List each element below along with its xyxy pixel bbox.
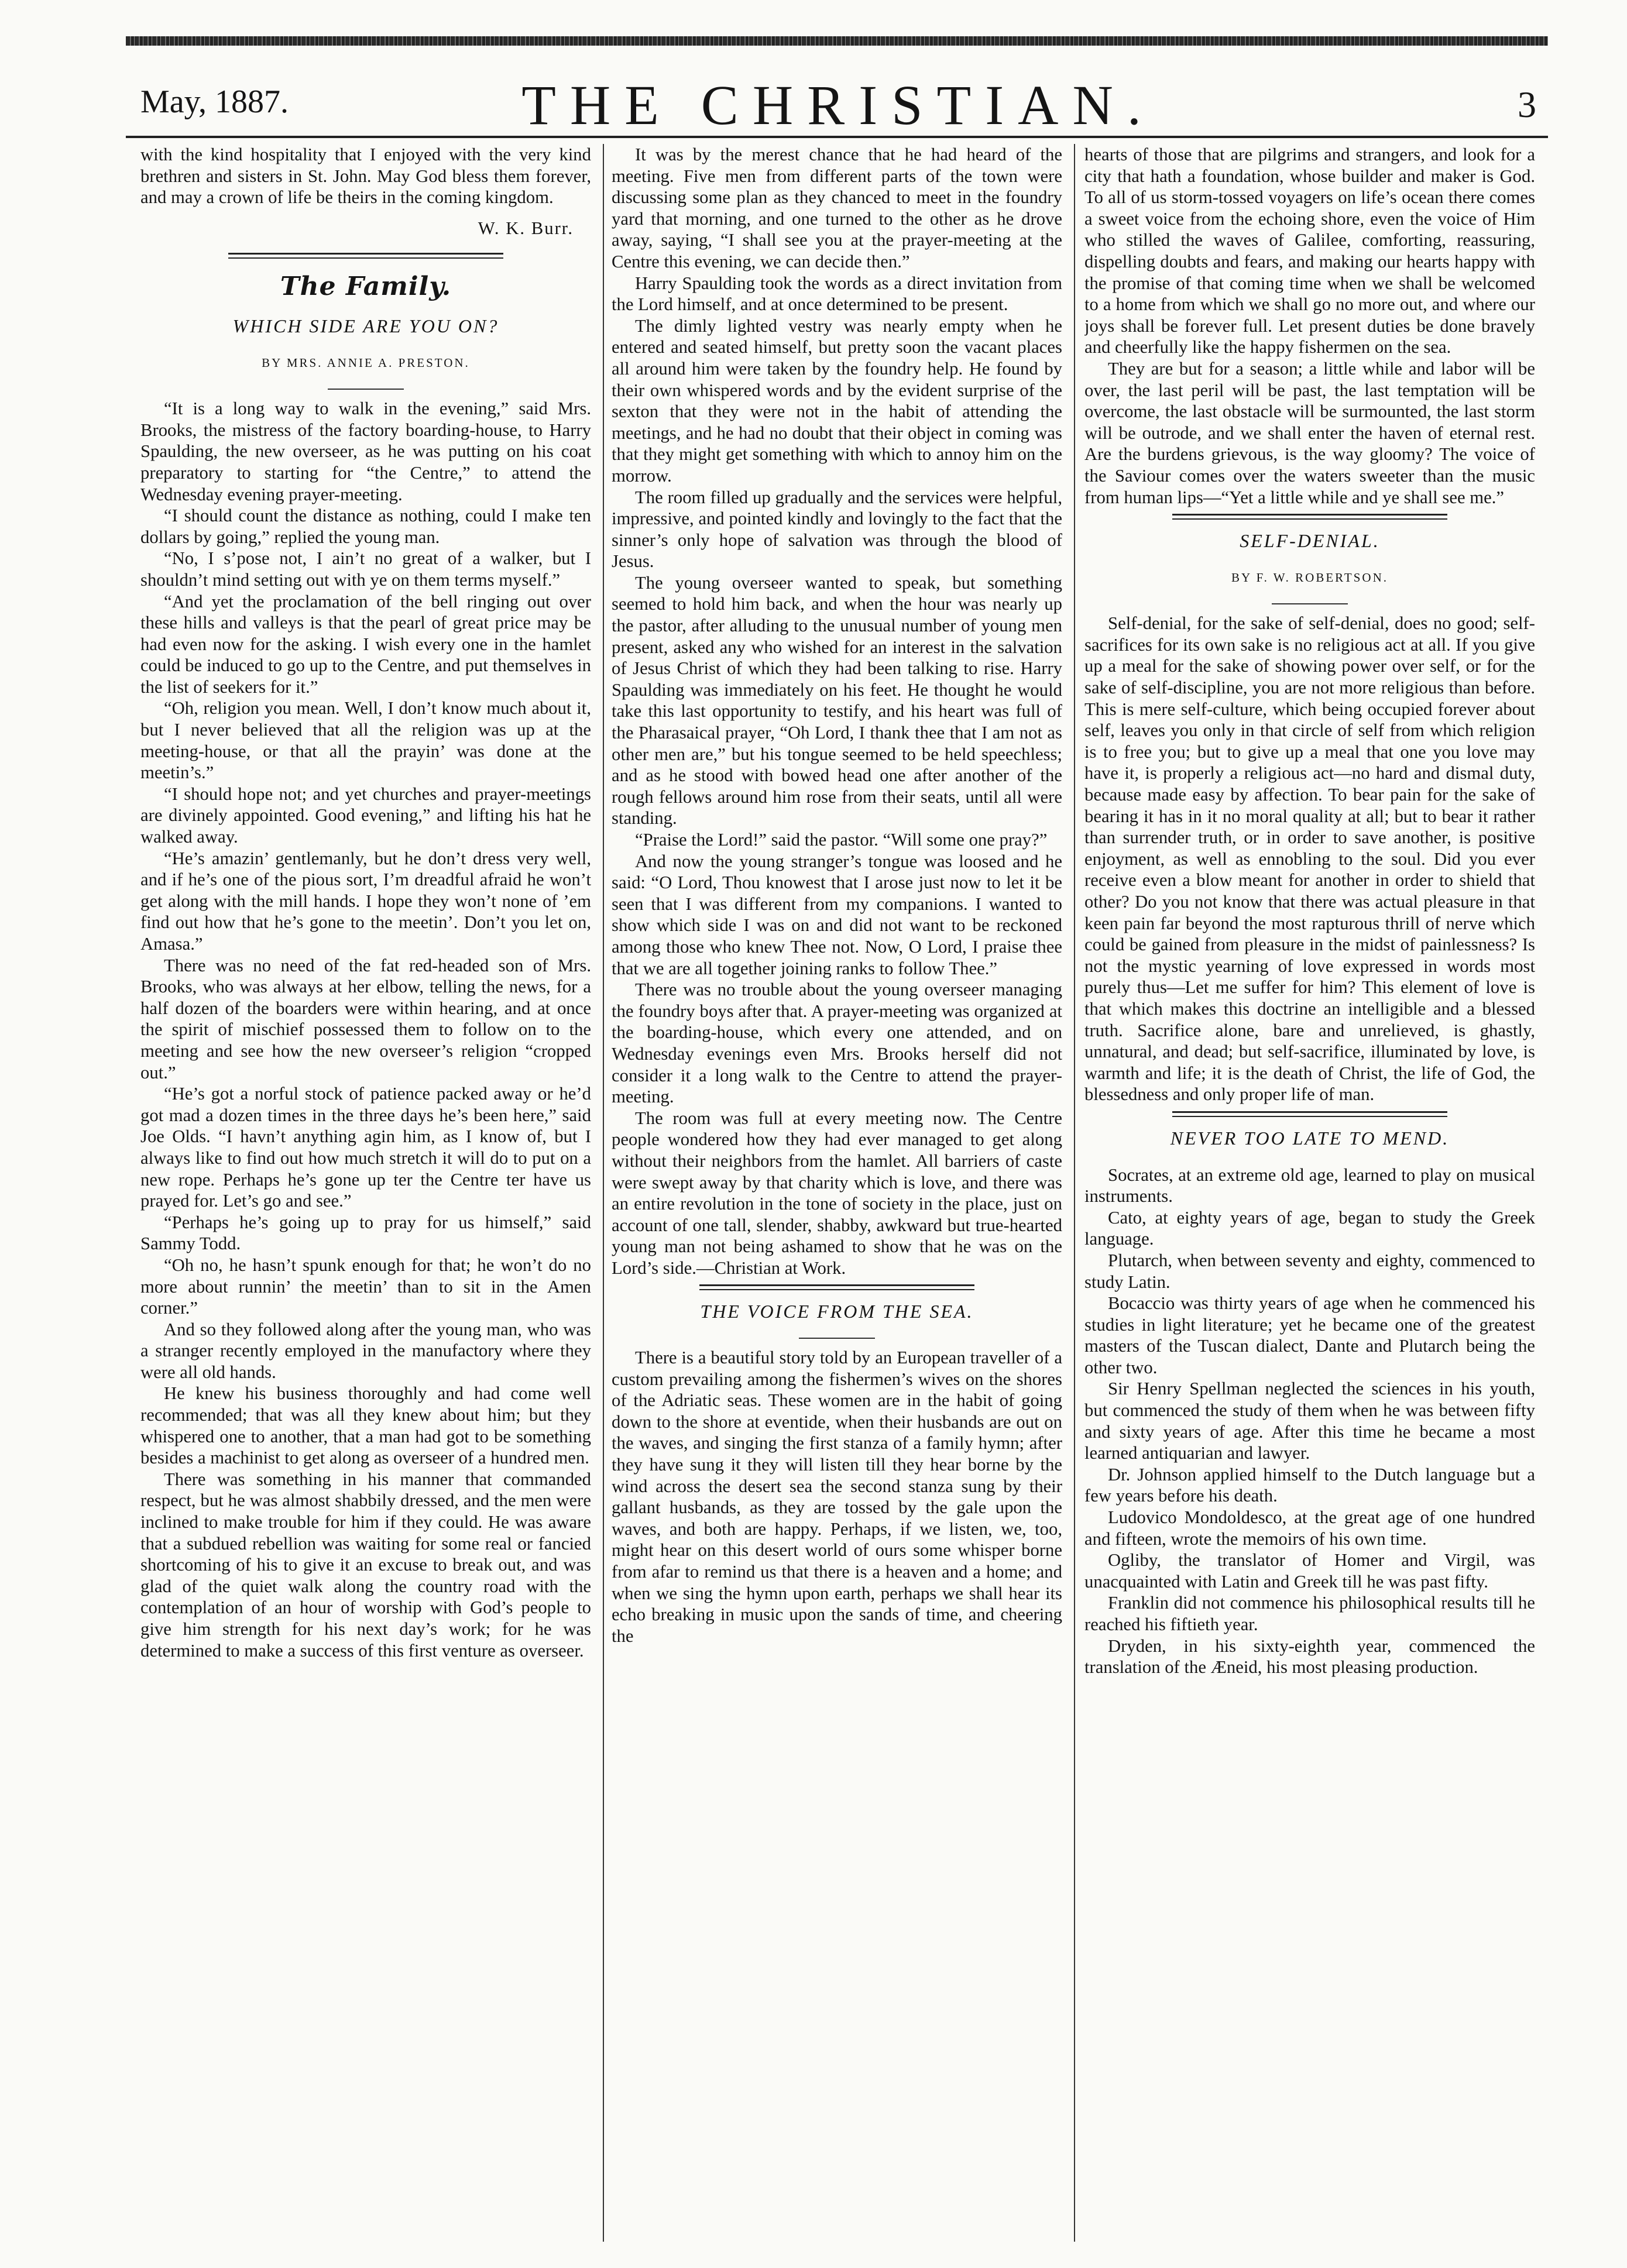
page-number: 3 bbox=[1518, 84, 1536, 125]
paragraph: “Oh no, he hasn’t spunk enough for that; he won’t do no more about runnin’ the meetin’ than to sit in the Amen corner.” bbox=[140, 1255, 591, 1318]
column-2 bbox=[612, 144, 1062, 2242]
paragraph: He knew his business thoroughly and had come well recommended; that was all they knew about him; but they whispered one to another, that a man had got to be something besides a machinist to get along as overseer of a hundred men. bbox=[140, 1383, 591, 1468]
masthead-rule-bottom bbox=[126, 136, 1548, 138]
paragraph: And so they followed along after the young man, who was a stranger recently employed in the manufactory where they were all old hands. bbox=[140, 1319, 591, 1382]
paragraph: The young overseer wanted to speak, but something seemed to hold him back, and when the hour was nearly up the pastor, after alluding to the unusual number of young men present, asked any who wished for an interest in the salvation of Jesus Christ of which they had been talking to rise. Harry Spaulding was immediately on his feet. He thought he would take this last opportunity to testify, and his heart was full of the Pharasaical prayer, “Oh Lord, I thank thee that I am not as other men are,” but his tongue seemed to be held speechless; and as he stood with bowed head one after another of the rough fellows around him rose from their seats, until all were standing. bbox=[612, 572, 1062, 829]
paragraph: “Praise the Lord!” said the pastor. “Will some one pray?” bbox=[635, 830, 1048, 850]
paragraph: It was by the merest chance that he had heard of the meeting. Five men from different parts of the town were discussing some plan as they chanced to meet in the foundry yard that morning, and one turned to the other as he drove away, saying, “I shall see you at the prayer-meeting at the Centre this evening, we can decide then.” bbox=[612, 145, 1062, 272]
paragraph: Self-denial, for the sake of self-denial, does no good; self-sacrifices for its own sake is no religious act at all. If you give up a meal for the sake of showing power over self, or for the sake of self-discipline, you are not more religious than before. This is mere self-culture, which being occupied forever about self, leaves you only in that circle of self from which religion is to free you; but to give up a meal that one you love may have it, is properly a religious act—no hard and dismal duty, because made easy by affection. To bear pain for the sake of bearing it has in it no moral quality at all; but to bear it rather than surrender truth, or in order to save another, is positive enjoyment, as well as ennobling to the soul. Did you ever receive even a blow meant for another in order to shield that other? Do you not know that there was actual pleasure in that keen pain far beyond the most rapturous thrill of nerve which could be gained from pleasure in the midst of painlessness? Is not the mystic yearning of love expressed in words most purely thus—Let me suffer for him? This element of love is that which makes this doctrine an intelligible and a blessed truth. Sacrifice alone, bare and unrelieved, is ghastly, unnatural, and dead; but self-sacrifice, illuminated by love, is warmth and life; it is the death of Christ, the life of God, the blessedness and only proper life of man. bbox=[1084, 613, 1535, 1105]
article-title-which-side: WHICH SIDE ARE YOU ON? bbox=[232, 315, 499, 336]
paragraph: Dr. Johnson applied himself to the Dutch language but a few years before his death. bbox=[1084, 1464, 1535, 1506]
paragraph: The room filled up gradually and the services were helpful, impressive, and pointed kindly and lovingly to the fact that the sinner’s only hope of salvation was through the blood of Jesus. bbox=[612, 487, 1062, 572]
paragraph: “Oh, religion you mean. Well, I don’t know much about it, but I never believed that all the religion was up at the meeting-house, or that all the prayin’ was done at the meetin’s.” bbox=[140, 698, 591, 783]
paragraph: The room was full at every meeting now. The Centre people wondered how they had ever managed to get along without their neighbors from the hamlet. All barriers of caste were swept away by that charity which is love, and there was an entire revolution in the tone of society in the place, just on account of one tall, slender, shabby, awkward but true-hearted young man not being ashamed to show that he was on the Lord’s side.—Christian at Work. bbox=[612, 1108, 1062, 1278]
paragraph: Plutarch, when between seventy and eighty, commenced to study Latin. bbox=[1084, 1250, 1535, 1292]
masthead bbox=[123, 66, 1554, 136]
issue-date: May, 1887. bbox=[140, 84, 289, 120]
paragraph: And now the young stranger’s tongue was loosed and he said: “O Lord, Thou knowest that I arose just now to let it be seen that I was different from my companions. I wanted to show which side I was on and did not want to be reckoned among those who knew Thee not. Now, O Lord, I praise thee that we are all together joining ranks to follow Thee.” bbox=[612, 851, 1062, 978]
paragraph: Franklin did not commence his philosophical results till he reached his fiftieth year. bbox=[1084, 1593, 1535, 1634]
paragraph: Cato, at eighty years of age, began to study the Greek language. bbox=[1084, 1207, 1535, 1249]
paragraph: There is a beautiful story told by an European traveller of a custom prevailing among the fishermen’s wives on the shores of the Adriatic seas. These women are in the habit of going down to the shore at eventide, when their husbands are out on the waves, and singing the first stanza of a family hymn; after they have sung it they will listen till they hear borne by the wind across the desert sea the second stanza sung by their gallant husbands, as they are tossed by the gale upon the waves, and both are happy. Perhaps, if we listen, we, too, might hear on this desert world of ours some whisper borne from afar to remind us that there is a heaven and a home; and when we sing the hymn upon earth, perhaps we shall hear its echo breaking in music upon the sands of time, and cheering the bbox=[612, 1348, 1062, 1646]
article-rule bbox=[1172, 514, 1447, 520]
section-heading-family: The Family. bbox=[280, 272, 452, 302]
paragraph: Dryden, in his sixty-eighth year, commenced the translation of the Æneid, his most pleasing production. bbox=[1084, 1635, 1535, 1678]
article-title-self-denial: SELF-DENIAL. bbox=[1240, 530, 1380, 552]
column-1 bbox=[140, 144, 591, 2242]
paragraph: “No, I s’pose not, I ain’t no great of a walker, but I shouldn’t mind setting out with ye on them terms myself.” bbox=[140, 548, 591, 590]
article-byline: BY MRS. ANNIE A. PRESTON. bbox=[262, 355, 470, 370]
article-rule bbox=[1172, 1111, 1447, 1117]
paragraph: “He’s amazin’ gentlemanly, but he don’t dress very well, and if he’s one of the pious sort, I’m dreadful afraid he won’t get along with the mill hands. I hope they won’t none of ’em find out how that he’s gone to the meetin’. Don’t you let on, Amasa.” bbox=[140, 848, 591, 954]
column-3 bbox=[1084, 144, 1535, 2242]
newspaper-title: THE CHRISTIAN. bbox=[521, 74, 1155, 136]
paragraph: There was no need of the fat red-headed son of Mrs. Brooks, who was always at her elbow, telling the news, for a half dozen of the boarders were within hearing, and at once the spirit of mischief possessed them to follow on to the meeting and see how the new overseer’s religion “cropped out.” bbox=[140, 955, 591, 1083]
letter-ending: with the kind hospitality that I enjoyed with the very kind brethren and sisters in St. John. May God bless them forever, and may a crown of life be theirs in the coming kingdom. bbox=[140, 145, 591, 208]
paragraph: “I should count the distance as nothing, could I make ten dollars by going,” replied the young man. bbox=[140, 506, 591, 547]
section-rule bbox=[228, 253, 503, 259]
article-byline: BY F. W. ROBERTSON. bbox=[1231, 570, 1388, 585]
byline-rule bbox=[1272, 603, 1348, 604]
paragraph: Socrates, at an extreme old age, learned to play on musical instruments. bbox=[1084, 1164, 1535, 1207]
article-rule bbox=[699, 1284, 974, 1290]
title-rule bbox=[799, 1338, 875, 1339]
paragraph: Ludovico Mondoldesco, at the great age of one hundred and fifteen, wrote the memoirs of his own time. bbox=[1084, 1507, 1535, 1549]
paragraph: The dimly lighted vestry was nearly empty when he entered and seated himself, but pretty soon the vacant places all around him were taken by the foundry help. He found by their own whispered words and by the evident surprise of the sexton that they were not in the habit of attending the meetings, and he had no doubt that their object in coming was that they might get something with which to annoy him on the morrow. bbox=[612, 315, 1062, 486]
paragraph: “And yet the proclamation of the bell ringing out over these hills and valleys is that the pearl of great price may be had even now for the asking. I wish every one in the hamlet could be induced to go up to the Centre, and put themselves in the list of seekers for it.” bbox=[140, 591, 591, 697]
masthead-rule-top bbox=[126, 36, 1548, 46]
paragraph: Bocaccio was thirty years of age when he commenced his studies in light literature; yet he became one of the greatest masters of the Tuscan dialect, Dante and Plutarch being the other two. bbox=[1084, 1293, 1535, 1377]
paragraph: Harry Spaulding took the words as a direct invitation from the Lord himself, and at once determined to be present. bbox=[612, 273, 1062, 315]
paragraph: “He’s got a norful stock of patience packed away or he’d got mad a dozen times in the three days he’s been here,” said Joe Olds. “I havn’t anything agin him, as I know of, but I always like to find out how much stretch it will do to put on a new rope. Perhaps he’s gone up ter the Centre ter have us prayed for. Let’s go and see.” bbox=[140, 1084, 591, 1211]
byline-rule bbox=[328, 389, 404, 390]
paragraph: “I should hope not; and yet churches and prayer-meetings are divinely appointed. Good evening,” and lifting his hat he walked away. bbox=[140, 784, 591, 847]
article-title-never-too-late: NEVER TOO LATE TO MEND. bbox=[1170, 1127, 1450, 1149]
letter-signature: W. K. Burr. bbox=[478, 218, 574, 238]
paragraph: Ogliby, the translator of Homer and Virgil, was unacquainted with Latin and Greek till he was past fifty. bbox=[1084, 1550, 1535, 1592]
paragraph: They are but for a season; a little while and labor will be over, the last peril will be past, the last temptation will be overcome, the last obstacle will be surmounted, the last storm will be outrode, and we shall enter the haven of eternal rest. Are the burdens grievous, is the way gloomy? The voice of the Saviour comes over the waters sweeter than the music from human lips—“Yet a little while and ye shall see me.” bbox=[1084, 358, 1535, 507]
column-divider-2 bbox=[1074, 144, 1075, 2242]
paragraph: There was no trouble about the young overseer managing the foundry boys after that. A prayer-meeting was organized at the boarding-house, which every one attended, and on Wednesday evenings even Mrs. Brooks herself did not consider it a long walk to the Centre to attend the prayer-meeting. bbox=[612, 980, 1062, 1107]
paragraph: Sir Henry Spellman neglected the sciences in his youth, but commenced the study of them when he was between fifty and sixty years of age. After this time he became a most learned antiquarian and lawyer. bbox=[1084, 1379, 1535, 1463]
paragraph: “It is a long way to walk in the evening,” said Mrs. Brooks, the mistress of the factory boarding-house, to Harry Spaulding, the new overseer, as he was putting on his coat preparatory to starting for “the Centre,” to attend the Wednesday evening prayer-meeting. bbox=[140, 398, 591, 504]
column-divider-1 bbox=[603, 144, 604, 2242]
paragraph: There was something in his manner that commanded respect, but he was almost shabbily dressed, and the men were inclined to make trouble for him if they could. He was aware that a subdued rebellion was waiting for some real or fancied shortcoming of his to give it an excuse to break out, and was glad of the quiet walk along the country road with the contemplation of an hour of worship with God’s people to give him strength for his next day’s work; for he was determined to make a success of this first venture as overseer. bbox=[140, 1469, 591, 1661]
paragraph: hearts of those that are pilgrims and strangers, and look for a city that hath a foundation, whose builder and maker is God. To all of us storm-tossed voyagers on life’s ocean there comes a sweet voice from the echoing shore, even the voice of Him who stilled the waves of Galilee, comforting, reassuring, dispelling doubts and fears, and making our hearts happy with the promise of that coming time when we shall be welcomed to a home from which we shall go no more out, and where our joys shall be forever full. Let present duties be done bravely and cheerfully like the happy fishermen on the sea. bbox=[1084, 145, 1535, 358]
paragraph: “Perhaps he’s going up to pray for us himself,” said Sammy Todd. bbox=[140, 1212, 591, 1254]
article-title-voice-from-sea: THE VOICE FROM THE SEA. bbox=[700, 1301, 974, 1322]
